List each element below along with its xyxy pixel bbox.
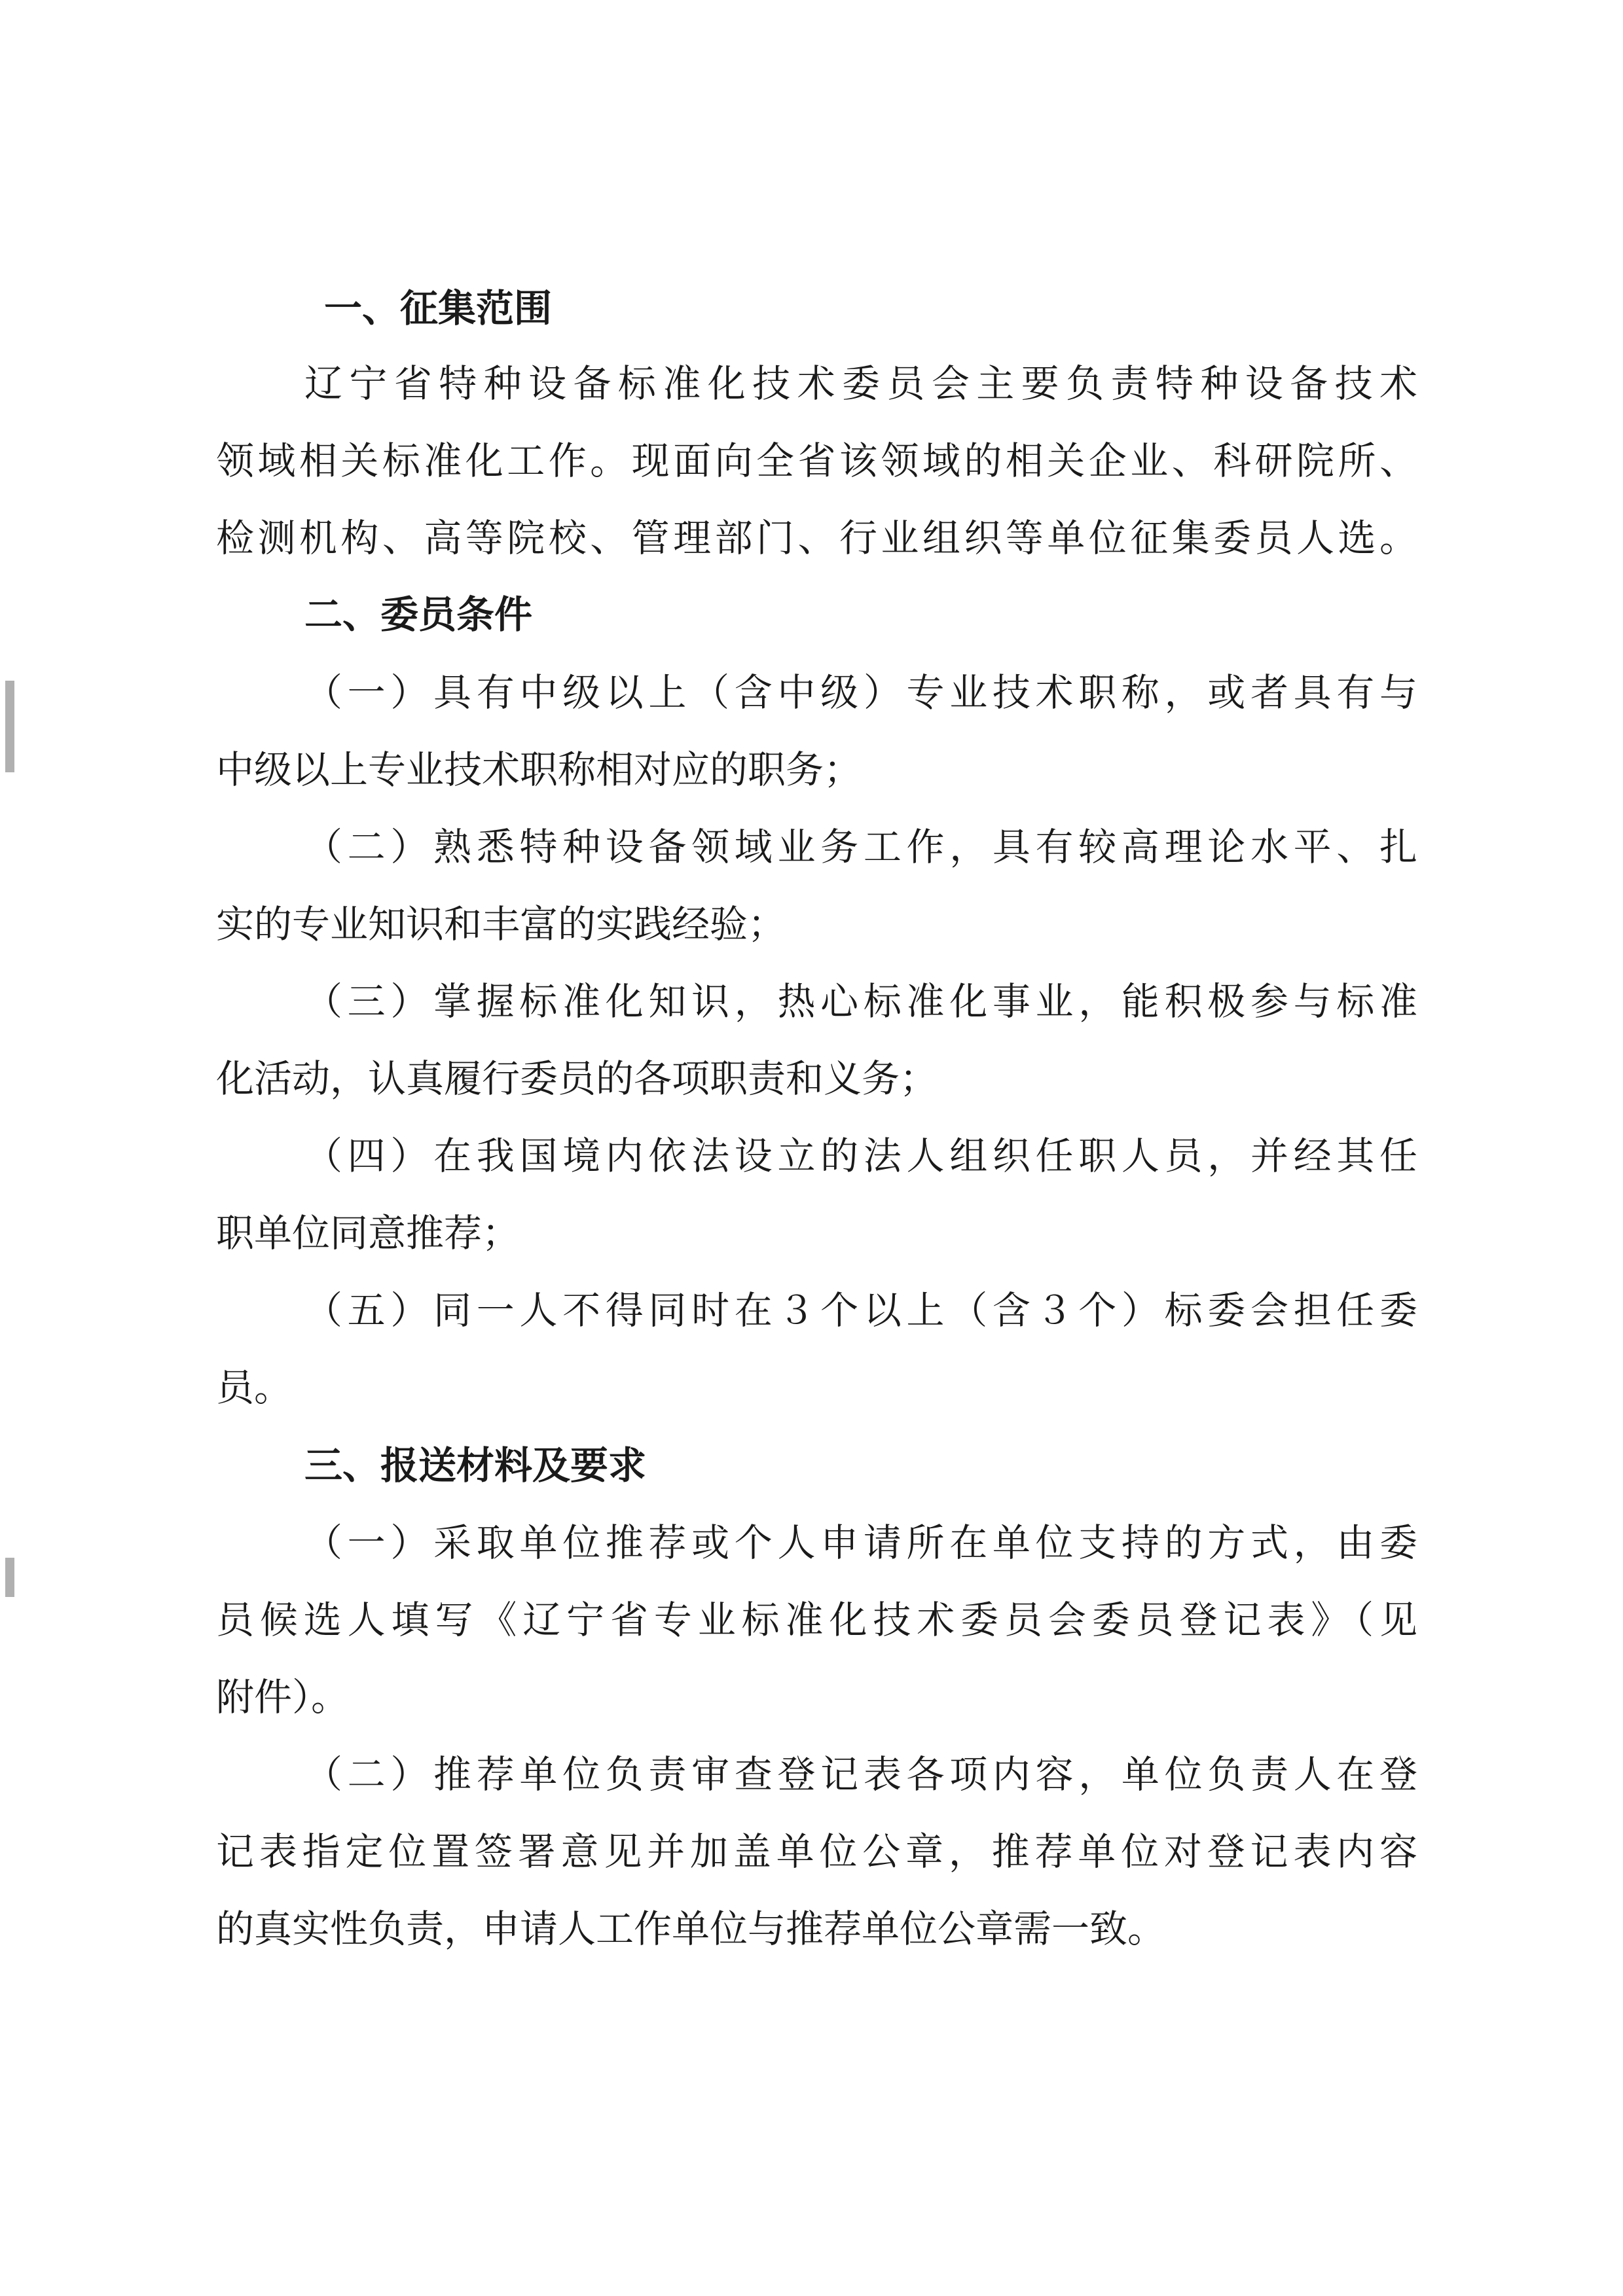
paragraph-line: 员候选人填写《辽宁省专业标准化技术委员会委员登记表》（见	[216, 1598, 1417, 1642]
paragraph-line: 记表指定位置签署意见并加盖单位公章，推荐单位对登记表内容	[216, 1829, 1417, 1874]
paragraph-line: 实的专业知识和丰富的实践经验；	[216, 902, 786, 946]
paragraph-line: 领域相关标准化工作。现面向全省该领域的相关企业、科研院所、	[216, 439, 1417, 483]
paragraph-line: （四）在我国境内依法设立的法人组织任职人员，并经其任	[304, 1134, 1417, 1178]
section-heading-2: 二、委员条件	[304, 592, 533, 637]
scan-edge-mark	[5, 681, 14, 772]
paragraph-line: 职单位同意推荐；	[216, 1211, 520, 1255]
section-heading-1: 一、征集范围	[324, 286, 553, 331]
paragraph-line: 检测机构、高等院校、管理部门、行业组织等单位征集委员人选。	[216, 516, 1417, 560]
paragraph-line: （二）推荐单位负责审查登记表各项内容，单位负责人在登	[304, 1752, 1417, 1797]
paragraph-line: 辽宁省特种设备标准化技术委员会主要负责特种设备技术	[304, 361, 1417, 406]
paragraph-line: （三）掌握标准化知识，热心标准化事业，能积极参与标准	[304, 979, 1417, 1024]
section-heading-3: 三、报送材料及要求	[304, 1443, 647, 1488]
paragraph-line: 员。	[216, 1365, 293, 1410]
paragraph-line: 附件）。	[216, 1675, 350, 1719]
paragraph-line: 的真实性负责，申请人工作单位与推荐单位公章需一致。	[216, 1907, 1166, 1951]
paragraph-line: 中级以上专业技术职称相对应的职务；	[216, 747, 862, 792]
scan-edge-mark	[5, 1558, 14, 1597]
paragraph-line: 化活动，认真履行委员的各项职责和义务；	[216, 1056, 938, 1101]
paragraph-line: （五）同一人不得同时在３个以上（含３个）标委会担任委	[304, 1288, 1417, 1333]
paragraph-line: （一）采取单位推荐或个人申请所在单位支持的方式，由委	[304, 1520, 1417, 1565]
paragraph-line: （二）熟悉特种设备领域业务工作，具有较高理论水平、扎	[304, 825, 1417, 869]
paragraph-line: （一）具有中级以上（含中级）专业技术职称，或者具有与	[304, 670, 1417, 715]
